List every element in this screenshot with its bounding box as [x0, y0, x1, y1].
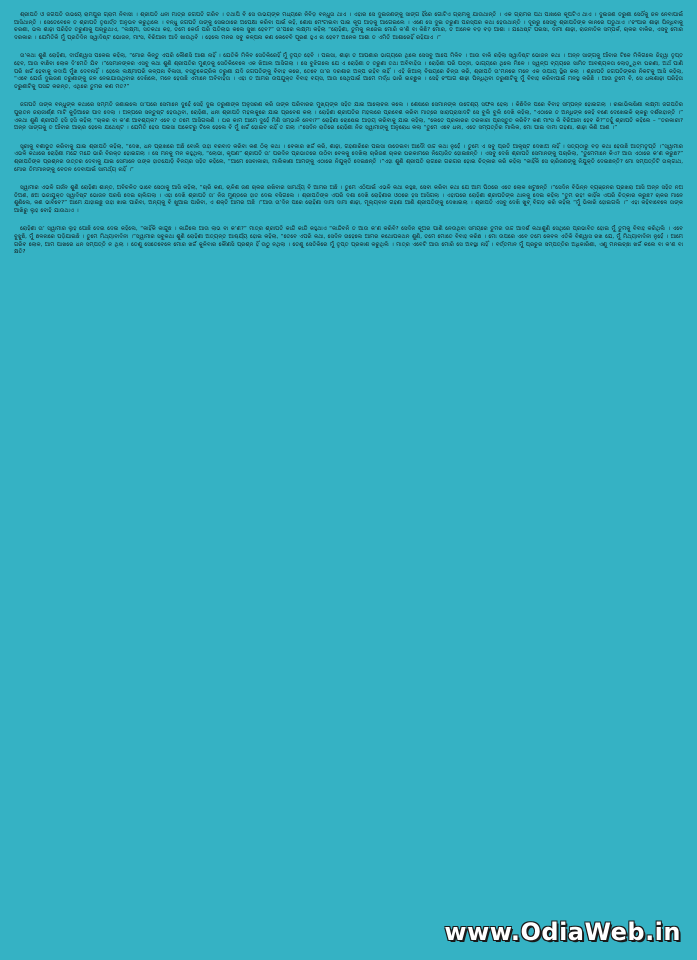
site-watermark: www.OdiaWeb.in — [444, 918, 681, 946]
story-paragraph-5: ସ୍ୱାମୀର ଏଭଳି ଗର୍ଜନ ଶୁଣି ରୋହିଣୀ ଶାନ୍ତ, ଅବିଚଳିତ ଭାବେ ସେଠାକୁ ଆସି କହିଲା, “ଚାରି କଣ, ଚାଳିଶ ଜଣ ଚାକର ରଖିବାର ସାମର୍ଥ୍ୟ ବି ଆମର ଅଛି । ତୁମେ ଏଠିପାଇଁ ଏଭଳି କଥା କହୁଛ, ସେବା କରିବା କଥା ଯେ ଆମ ପିଠରେ ଏତେ ଲୋକ ଖଟୁଛନ୍ତି ।”ସେଦିନ ବିଭିନ୍ନ ବ୍ୟଞ୍ଜନର ପ୍ରଖରା ଆସି ଅନ୍ନ ସହିତ ନଅ ତିଅଣ, ଛଅ ଭଜାଯୁକ୍ତ ସ୍ୱାଦିଷ୍ଟ ଭୋଜନ ପରଷି ଦେଇ ଚାଲିଗଲା । ଏହା ଦେଖି ଶ୍ରୀପତି ତା’ ନିଜ ମୁଣ୍ଡରେ ହାତ ଦେଇ ବସିଗଲେ । ଶ୍ରୀପତିଙ୍କ ଏପରି ଦଶା ଦେଖି ରୋହିଣୀର ଓଠରେ ହସ ଆସିଗଲା । ଏହାପରେ ରୋହିଣୀ ଶ୍ରୀପତିଙ୍କ ଥାଳକୁ ଦେଇ କହିଲା “ତୁମ ରହ! କାହିଁକ ଏପରି ଚିତ୍କାର କରୁଛ? ଚାକର ମାନେ ଶୁଣିଲେ, କଣ ଭାବିବେ?” ଆମେ ଯାହାଇଛୁ ତାହା ଖାଇ ପାରିବା, ଅନ୍ୟକୁ ବି ଖୁଆଇ ପାରିବା, ଏ ଶକ୍ତି ଆମର ଅଛି ।”ଆଉ ତା’ଦିନ ପରେ ରୋହିଣୀ ଦାମୀ ଦାମୀ ଶାଢ଼ୀ, ମୂଲ୍ୟବାନ ଗହଣା ଆଣି ଶ୍ରୀପତିଙ୍କୁ ଦେଖାଇଲା । ଶ୍ରୀପତି ଏସବୁ ଦେଖି ଖୁବ୍ ବିଗଡ଼ କରି କହିଲା “ମୁଁ ଭିକାରି ହୋଇଗଲି ।” ଏହା କହିବାବେଳେ ତାଙ୍କ ଆଖିରୁ ଲୁହ ବୋହି ଯାଉଥାଏ । — [14, 185, 683, 214]
story-paragraph-2: ତା’କଥା ଶୁଣି ରୋହିଣୀ, ଦୀର୍ଘଶ୍ୱାସ ପକେଇ କହିଲା, “ମୋର କିନ୍ତୁ ଏପରି କୌଣସି ଆଶା ନାହିଁ । ଯେତିକି ମିଳିବ ସେତିକିରେହିଁ ମୁଁ ତୃପ୍ତ ହେବି । ପଇସା, ଶାଢ଼ୀ ତ ଆପଣାର ଭାଗ୍ୟରେ ଥିଲେ ସେସବୁ ଆପେ ମିଳିବ । ଆଉ ବାକି ରହିଲା ସ୍ୱାଦିଷ୍ଟ ଭୋଜନ କଥା । ଅନ୍ନ ସାଙ୍ଗକୁ ଆଁବାର ଟିକେ ମିଳିଗଲେ ଜିହ୍ୱା ତୃପ୍ତ ହେବ, ଆଉ ବାଛିବା ଲୋକ ଦି’ମେତି ଯିବ ।”ସେମାନଙ୍କର ଏସବୁ କଥା ଶୁଣି ଶ୍ରୀପତିର ମୁଣ୍ଡକୁ ସେତିକିବେଳେ ଏକ ଖିଆଲ ଆସିଗଲା । ସେ ବୁଝିଗଲେ ଯେ ଏ ରୋହିଣୀ ତ ତରୁଣୀ ତଥା ଅବିବାହିତା । ରୋହିଣୀ ପରି ପତ୍ନୀ, ଭାଗ୍ୟରେ ଥିଲେ ମିଳେ । ସ୍ୱଳ୍ପ ବ୍ୟୟରେ ସାମିତ ଆବଶ୍ୟକତା ଲୋଡ଼ୁଥିବା ଘରଣୀ, ଅର୍ଥ ପାଣି ପରି ଖର୍ଚ୍ଚ ହେବାକୁ କଦାପି ମୁଁଖ ଦେବନାହିଁ । ହେଲେ ଲକ୍ଷ୍ମୀପରି କଳ୍ପନା ବିଳାସୀ, ବସ୍ତୁକେନ୍ଦ୍ରିକ ତରୁଣୀ ଯଦି ଜଗପତିଙ୍କୁ ବିବାହ କରେ, ତେବେ ତା’ର ଦରଶାର ଅଳ୍ପ ରହିବ ନାହିଁ । ଏହି ଖିଆଲ୍ ବିଷୟରେ ଚିନ୍ତା କରି, ଶ୍ରୀପତି ତା’ମନରେ ମନେ ଏକ ଉପାୟ ସ୍ଥିର କଲା । ଶ୍ରୀପତି ଜଗପତିଙ୍କର ନିକଟକୁ ଆସି କହିଲା, “ଏବେ ଯେଉଁ ଦୁଇଜଣ ତରୁଣୀଙ୍କୁ ଜଳ ନେଇଯାଉଥିବାର ଦେଖିଲେ, ମନେ ହେଉଛି ଏମାନେ ଅବିବାହିତା । ଏହା ତ ଆମର ଉପଯୁକ୍ତ ବିବାହ ବୟସ, ଆଉ ସେଥିପାଇଁ ଆମେ ମର୍ଦ୍ଧ ଭାରି ଇଚ୍ଛୁକ । ସେହି ଚଂପାଗ ଶାଢ଼ୀ ପିନ୍ଧିଥିବା ତରୁଣୀଟିକୁ ମୁଁ ବିବାହ କରିବାପାଇଁ ମନସ୍ଥ କରିଛି । ଆଉ ତୁମେ ବି, ସେ ଧଳାଶାଢ଼ୀ ପରିହିତା ତରୁଣୀଟିକୁ ପସନ୍ଦ କରନ୍ତ, ଏଥିରେ ତୁମର କଣ ମତ?” — [14, 53, 683, 90]
story-paragraph-6: ରୋହିଣୀ ତା’ ସ୍ୱାମୀର ଲୁହ ପୋଛି ଦେଇ ଦେଇ କହିଲେ, “କାହିଁକି କାନ୍ଦୁଛ । କାନ୍ଦିଲେ ଆଉ ଲାଭ ବା କ’ଣ?” ମାତ୍ର ଶ୍ରୀପତି କାନ୍ଦି କାନ୍ଦି କହୁଥାଏ “କାନ୍ଦିବନି ତ ଆଉ କ’ଣ କରିବି? ସେଦିନ କୂଅର ପାଣି ନେଉଥିବା ସମୟରେ ତୁମର ଉଚ୍ଚ ଆଦର୍ଶ କଥାଶୁଣି ସେଥିରେ ପ୍ରଭାବିତ ହୋଇ ମୁଁ ତୁମକୁ ବିବାହ କରିଥିଲି । ଏବେ ବୁଝୁଛି, ମୁଁ ଛଳନାରେ ପଡ଼ିଯାଇଛି । ତୁମେ ମିଥ୍ୟାବାଦିନୀ ।”ସ୍ୱାମୀର ସବୁକଥା ଶୁଣି ରୋହିଣୀ ଅତ୍ୟନ୍ତ ଆଶ୍ଚର୍ଯ୍ୟ ହୋଇ କହିଲା, “ତେବେ ଏପରି କଥା, ସେଦିନ ତାହେଲେ ଆମର କଥୋପକଥନ ଶୁଣି, ତମେ ମୋତେ ବିବାହ କରିଛ । ମୋ ଉପରେ ଏବେ ତମେ କେବଳ ଏତିକି ବିଶ୍ୱାସ ରଖ ଯେ, ମୁଁ ମିଥ୍ୟାବାଦିନୀ ନୁହେଁ । ଆମେ ଗରିବ ଲୋକ, ଆମ ପାଖରେ ଧନ ସମ୍ପତ୍ତି ନ ଥିଲା । ତେଣୁ ସେତେବେଳେ ମୋର ଖର୍ଚ୍ଚ କୁଳିବାର କୌଣସି ପ୍ରଶ୍ନ ହିଁ ଉଠୁ ନଥିଲା । ତେଣୁ ସେତିକିରେ ମୁଁ ତୃପ୍ତ ପ୍ରକାଶ କରୁଥିଲି । ମାତ୍ର ଏବେଟି ଆଉ ମୋରି ସେ ଅବସ୍ଥା ନାହିଁ । ବର୍ତ୍ତମାନ ମୁଁ ପ୍ରଚୁର ସମ୍ପତ୍ତିର ଅଧିକାରିଣୀ, ଏଣୁ ମନଇଚ୍ଛା ଖର୍ଚ୍ଚ କଲେ ବା କ’ଣ ବା କ୍ଷତି? — [14, 226, 683, 256]
story-paragraph-4: ସ୍ତ୍ରୀକୁ ବଶୀଭୂତ କରିବାକୁ ଯାଇ ଶ୍ରୀପତି କହିଲା, “ଦେଖ, ଧନ ପ୍ରାଖରେ ଅଛି ବୋଲି ତାହା ବରବାଦ କରିବା କଣ ଠିକ୍ କଥା । ବେକାର ଖର୍ଚ୍ଚ କରି, ଶାଢ଼ୀ, ଗହଣାରିରେ ପଇସା ଉଡେଇବା ଆଦୌ ଉଚ୍ଚ କଥା ନୁହେଁ । ତୁମେ ଏ ସବୁ ପ୍ରତି ଆକୃଷ୍ଟ ଦେଖାଅ ନାହିଁ । ସତ୍ୟଠାରୁ ବଡ଼ କଥା ହେଉଛି ଆତ୍ମତୃପ୍ତି ।”ସ୍ୱାମୀର ଏଭଳି କଥାରେ ରୋହିଣୀ ମନ୍ଦେ ମନ୍ଦେ ଭାରି ବିରକ୍ତ ହୋଇଗଲା । ସେ ମନକୁ ମନ କହୁଥିଲା, “ଲୋଭୀ, କୃପଣ” ଶ୍ରୀପତି ତା’ ପରଦିନ ପ୍ରଭାତରେ ଉଠିବା ବେଳକୁ ଦେଖିଲା ଚାରିଜଣ ଚାକର ଘରକାମରେ ନିୟୋଜିତ ହୋଇଛନ୍ତି । ଏସବୁ ଦେଖି ଶ୍ରୀପତି ସେମାନଙ୍କୁ ପଚାରିଲା, “ତୁମେମାନେ କିଏ? ଆଉ ଏଠାରେ କ’ଣ କରୁଛ?” ଶ୍ରୀପତିଙ୍କ ପ୍ରଶ୍ନର ଉତ୍ତର ଦେବାକୁ ଯାଇ ସେମାନେ ତାଙ୍କ ହାତଯୋଡ଼ି ବିନୟର ସହିତ କହିଲେ, “ଆମେ ସେବାକାରୀ, ମାଲିକାଣୀ ଆମଙ୍କୁ ଏଠାରେ ନିଯୁକ୍ତି ଦେଇଛନ୍ତି ।”ଏହା ଶୁଣି ଶ୍ରୀପତି ରାଗରେ ଗରଗର ହୋଇ ଚିତ୍କାର କରି କହିଲା “କାହିଁକି ସେ ଚାରିଜଣଙ୍କୁ ନିଯୁକ୍ତି ଦେଇଛନ୍ତି? ମୋ ସମ୍ପତ୍ତିଟି ତାଲ୍ଗାଥ, ମୋର ତିମମାନଙ୍କୁ ବେତନ ଦେବାପାଇଁ ସାମର୍ଥ୍ୟ ନାହିଁ ।” — [14, 143, 683, 173]
story-paragraph-1: ଶ୍ରୀପତି ଓ ଜଗପତି ଉଭୟେ ରାମପୁର ଗ୍ରାମ ନିବାସୀ । ଶ୍ରୀପତି ଧନୀ ମାତ୍ର ଜଗପତି ଗରିବ । ତଥାପି ବି ସେ ଉଭୟଙ୍କ ମଧ୍ୟରେ ନିବିଡ଼ ବନ୍ଧୁତା ଥାଏ । ଏହାର ସେ ଦୁଇଜଣଙ୍କୁ ସାଙ୍ଗ ହିଁରେ ଗୋଟିଏ ଗ୍ରାମକୁ ଯାଉଥାନ୍ତି । ଏକ ଗ୍ରାମର ପଥ ପାଖରେ କୂପଟିଏ ଥାଏ । ଦୁଇଜଣ ତରୁଣୀ ସେଠିଁକୁ ଜଳ ନେବାପାଇଁ ଆସିଥାନ୍ତି । ସେତେବେଳେ ତ ଶ୍ରୀପତି ତୃଷାର୍ତ୍ତ ଅନୁଭବ କରୁଥିଲେ । ବନ୍ଧୁ ଜଗପତି ତାଙ୍କୁ ସେଇଠାରେ ଅପେକ୍ଷା କରିବା ପାଇଁ କହି, ଶୋଷ ମେଂଟାଇବା ପାଇ କୂପ ଆଡ଼କୁ ଆଗେଇଲେ । ଏଣେ ସେ ଦୁଇ ତରୁଣୀ ପରସ୍ପର କଥା ହେଉଥାନ୍ତି । ଦୂରରୁ ସେସବୁ ଶ୍ରୀପତିଙ୍କ କାନରେ ପଡୁଥାଏ ।‘ଚଂପାର ଶାଢ଼ୀ ପିନ୍ଧିବାକୁ ଚରଣୀ, ଭଲ ଶାଢ଼ୀ ପରିହିତ ତରୁଣୀକୁ ପଚାରୁଥାଏ, “ଲକ୍ଷ୍ମୀ, ସତକଥା କହ, ତମେ କେଉଁ ପରି ପତିଲାଭ କଲେ ସୁଖୀ ହେବ?” ତା’ପରେ ଲକ୍ଷ୍ମୀ କହିଲା “ରୋହିଣୀ, ତୁମକୁ ଲଜେଇ ମୋରି କ’ଣି ବା କିଛି? ମୋର, ତ ଅନେକ ବଡ଼ ବଡ଼ ଆଶା । ଯଥେଷ୍ଟ ପଇସା, ଦାମୀ ଶାଢ଼ୀ, ରାଜନୀତିକ ସମ୍ପର୍କ, ଚାକର ବାକିର, ଏସବୁ ମୋର ଦରକାର । ଯେମିତିକି ମୁଁ ପ୍ରତିଦିନ ସ୍ୱାଦିଷ୍ଟ ଭୋଜନ, ମାଂସ, ବିରିଆନୀ ଆଦି ଖାଉଥିବି । ହେଲେ ମନର ସବୁ କଳ୍ପନା କଣ କେବେବି ପୂରଣ ହୁଏ ନା ହେବ? ଅନେକ ଆଶା ତ ଏମିତି ଆଶାରେହିଁ ରହିଯାଏ ।” — [14, 12, 683, 41]
story-paragraph-3: ଜଗପତି ତାଙ୍କ ବନ୍ଧୁଙ୍କ କଥାରେ ସମ୍ମତି ଜଣାଇଲେ ତା’ପରେ ସେମାନେ ଦୁହେଁ ସେହି ଦୁଇ ତରୁଣୀଙ୍କ ଅନୁସରଣ କରି ତାଙ୍କ ପରିବାରର ମୁଖ୍ୟଙ୍କ ସହିତ ଯାଇ ଆଲୋଚନା କଲେ । ଶେଷରେ ସେମାନଙ୍କ ଉଦ୍ଦେଶ୍ୟ ସଫଳ ହେଲା । କିଛିଦିନ ପରେ ବିବାହ ସମ୍ପନ୍ନ ହୋଇଗଲା । ରଇାଭିଳାଷିଣୀ ଲକ୍ଷ୍ମୀ ଜଗପତିର ପୁରାତନ ଜରାଜୀର୍ଣ୍ଣ ମାଟି କୁଡ଼ିଆରେ ପାଦ ଦେଲା । ଅଳ୍ପରେ ସନ୍ତୁଷ୍ଟ ହେଉଥିବା, ରୋହିଣୀ, ଧନୀ ଶ୍ରୀପତି ମହଲକୁରେ ଯାଇ ପ୍ରବେଶ କଲା । ରୋହିଣୀ ଶ୍ରୀପତିର ମହଲରେ ପ୍ରବେଶ କରିବା ମାତ୍ରେ ସାରାପ୍ରାସାଦଟି ସେ ବୁଲି ବୁଲି ଦେଖି କହିଲା, “ଏଠାରେ ତ ଅନ୍ଧିଙ୍କ କେହି ବଣେ ଦେଖେଇକି ଚାକରୁ ଦର୍ଶନାହାନ୍ତି ।” ଏକଥା ଶୁଣି ଶ୍ରୀପତି ହସି ହସି କହିଲା “ଚାକର ବା କ’ଣ ଆବଶ୍ୟକ? ଏବେ ତ ତମେ ଆସିଗଲଣି । ଘର କାମ ଆମେ ଦୁହେଁ ମିଶି ସମ୍ଭାଳି ନେବା?” ରୋହିଣୀ ରୋଷେଇ ଆଡ଼ୟ କରିବାକୁ ଯାଇ କହିଲା, “କେତେ ପ୍ରକାରର ତରକାରୀ ପ୍ରସ୍ତୁତ କରିବି? କଣ ମାଂସ କି ବିରିଆନୀ ହେବ କି?”ତହୁଁ ଶ୍ରୀପତି କହିଲେ – “ତରକାରୀ? ଅନ୍ନ ସାଙ୍ଗକୁ ତ ଆଁବାର ଆଚାର ହେଲେ ଯଥେଷ୍ଟ । ଯେମିତି ହେଉ ପଇସା ପକେଟରୁ ଟିକେ ହେଲେ ବି ମୁଁ ଖର୍ଚ୍ଚ ହୋଇବ ନାହିଁ ତ ଗଲା ।”ସେଦିନ ରାତିରେ ରୋହିଣୀ ନିଜ ସ୍ୱାମୀଙ୍କୁ ଅନୁରୋଧ କଲା “ତୁମେ ଏବେ ଧନୀ, ଏତେ ସମ୍ପତ୍ତିର ମାଲିକ, ମୋ ପାଇ ଦାମୀ ଗହଣା, ଶାଢ଼ୀ କିଣି ଆଣ ।” — [14, 102, 684, 132]
